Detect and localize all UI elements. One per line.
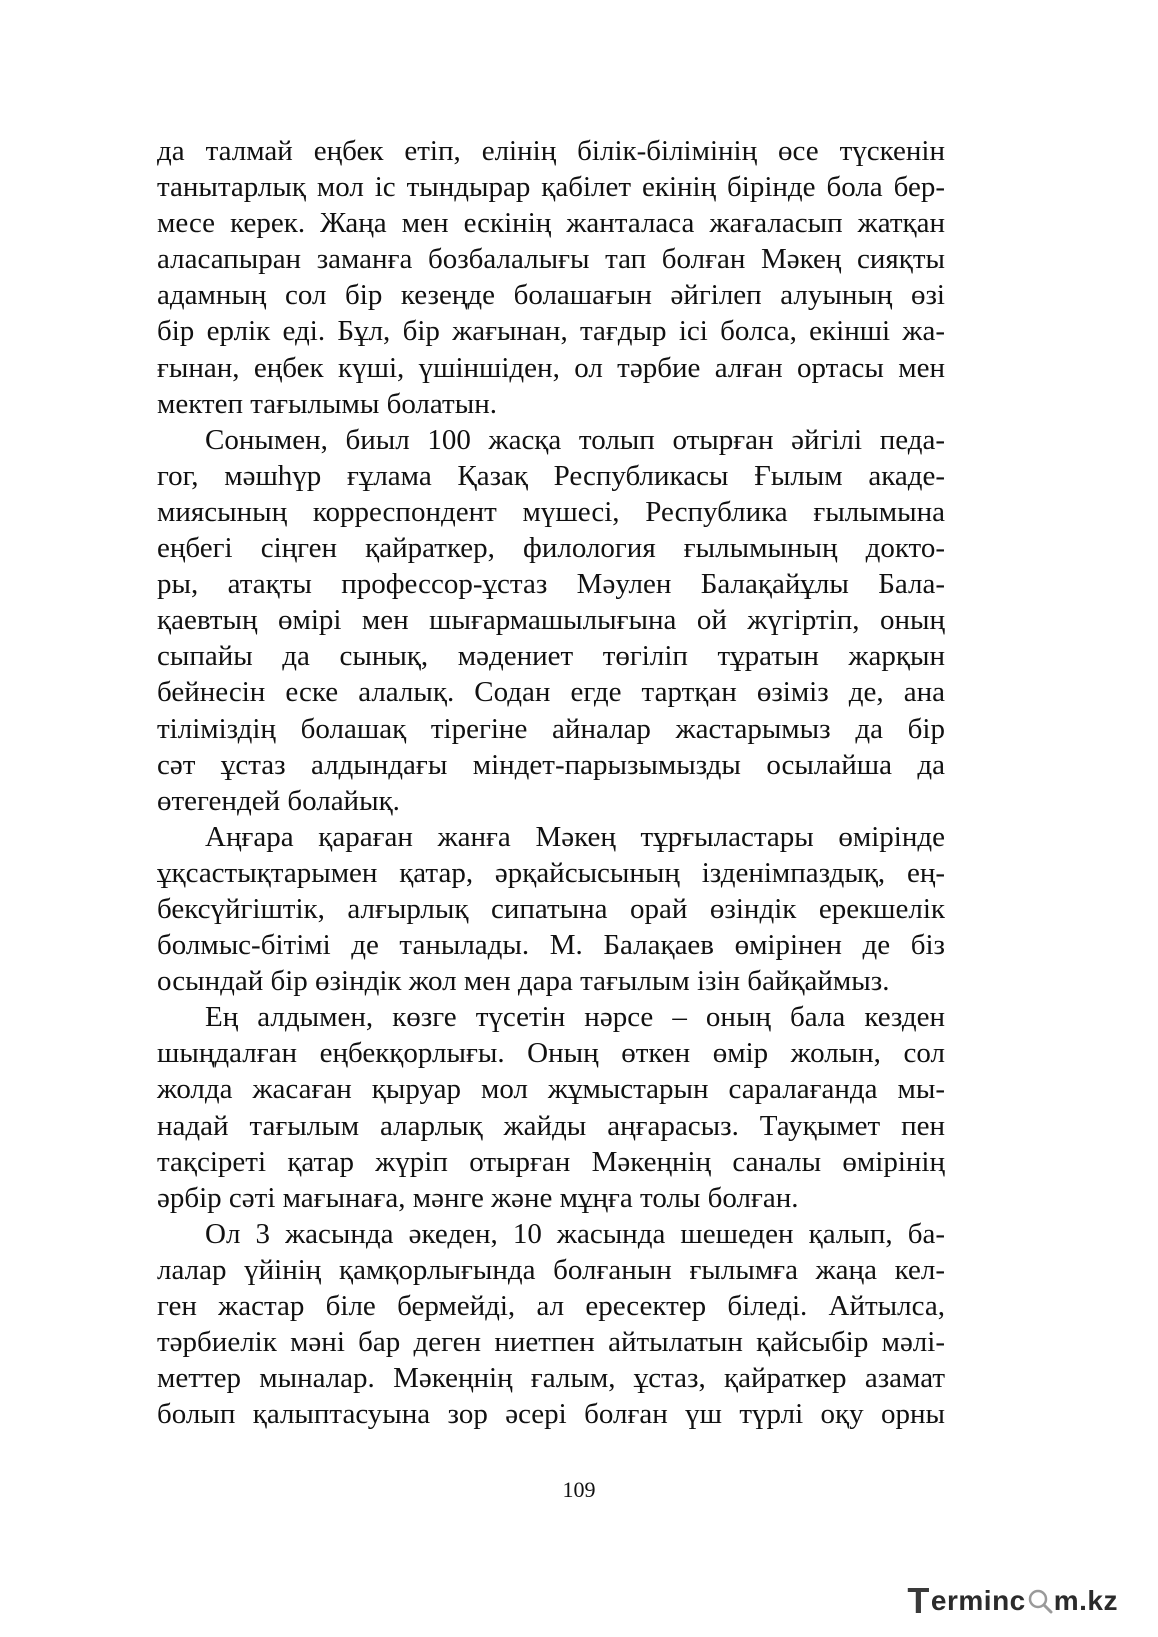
magnifier-icon — [1026, 1587, 1054, 1615]
text-line: Ол 3 жасында әкеден, 10 жасында шешеден қалып, ба- — [205, 1217, 945, 1250]
text-line: Ең алдымен, көзге түсетін нәрсе – оның бала кезден — [205, 1001, 945, 1034]
text-line: Сонымен, биыл 100 жасқа толып отырған әйгілі педа- — [205, 423, 945, 456]
site-watermark — [907, 1581, 1118, 1621]
text-line: сәт ұстаз алдындағы міндет-парызымызды осылайша да — [157, 748, 945, 781]
text-line: өтегендей болайық. — [157, 784, 400, 817]
text-line: бейнесін еске алалық. Содан егде тартқан өзіміз де, ана — [157, 676, 945, 709]
text-line: тіліміздің болашақ тірегіне айналар жастарымыз да бір — [157, 712, 945, 745]
body-text — [157, 133, 945, 1432]
text-line: ғынан, еңбек күші, үшіншіден, ол тәрбие алған ортасы мен — [157, 351, 945, 384]
text-line: бір ерлік еді. Бұл, бір жағынан, тағдыр ісі болса, екінші жа- — [157, 315, 945, 348]
text-line: әрбір сәті мағынаға, мәнге және мұңға толы болған. — [157, 1181, 799, 1214]
watermark-middle: erminc — [930, 1585, 1026, 1616]
text-line: месе керек. Жаңа мен ескінің жанталаса жағаласып жатқан — [157, 207, 945, 240]
text-line: тақсіреті қатар жүріп отырған Мәкеңнің саналы өмірінің — [157, 1145, 945, 1178]
text-line: гог, мәшһүр ғұлама Қазақ Республикасы Ғылым акаде- — [157, 459, 945, 492]
text-line: тәрбиелік мәні бар деген ниетпен айтылатын қайсыбір мәлі- — [157, 1326, 945, 1359]
text-line: аласапыран заманға бозбалалығы тап болған Мәкең сияқты — [157, 243, 945, 276]
text-line: адамның сол бір кезеңде болашағын әйгілеп алуының өзі — [157, 279, 945, 312]
text-line: бексүйгіштік, алғырлық сипатына орай өзіндік ерекшелік — [157, 892, 945, 925]
text-line: миясының корреспондент мүшесі, Республика ғылымына — [157, 495, 945, 528]
page-number: 109 — [562, 1477, 596, 1502]
text-line: осындай бір өзіндік жол мен дара тағылым ізін байқаймыз. — [157, 965, 890, 998]
text-line: ген жастар біле бермейді, ал ересектер біледі. Айтылса, — [157, 1290, 945, 1322]
text-line: болмыс-бітімі де танылады. М. Балақаев өмірінен де біз — [157, 929, 945, 962]
watermark-prefix: T — [907, 1580, 930, 1621]
text-line: мектеп тағылымы болатын. — [157, 387, 497, 420]
text-line: қаевтың өмірі мен шығармашылығына ой жүгіртіп, оның — [157, 604, 945, 637]
text-line: жолда жасаған қыруар мол жұмыстарын саралағанда мы- — [157, 1073, 945, 1106]
text-line: шыңдалған еңбекқорлығы. Оның өткен өмір жолын, сол — [157, 1037, 945, 1070]
text-line: да талмай еңбек етіп, елінің білік-білімінің өсе түскенін — [157, 135, 945, 167]
text-line: болып қалыптасуына зор әсері болған үш түрлі оқу орны — [157, 1398, 945, 1431]
text-line: ұқсастықтарымен қатар, әрқайсысының ізденімпаздық, ең- — [157, 856, 945, 889]
text-line: Аңғара қараған жанға Мәкең тұрғыластары өмірінде — [205, 820, 945, 853]
watermark-suffix: m.kz — [1053, 1585, 1118, 1616]
text-line: меттер мыналар. Мәкеңнің ғалым, ұстаз, қайраткер азамат — [157, 1362, 945, 1395]
text-line: ры, атақты профессор-ұстаз Мәулен Балақайұлы Бала- — [157, 568, 945, 601]
text-line: надай тағылым аларлық жайды аңғарасыз. Тауқымет пен — [157, 1109, 945, 1142]
text-line: еңбегі сіңген қайраткер, филология ғылымының докто- — [157, 532, 945, 565]
text-line: танытарлық мол іс тындырар қабілет екінің бірінде бола бер- — [157, 171, 945, 204]
text-line: лалар үйінің қамқорлығында болғанын ғылымға жаңа кел- — [157, 1253, 945, 1286]
text-line: сыпайы да сынық, мәдениет төгіліп тұратын жарқын — [157, 640, 945, 673]
